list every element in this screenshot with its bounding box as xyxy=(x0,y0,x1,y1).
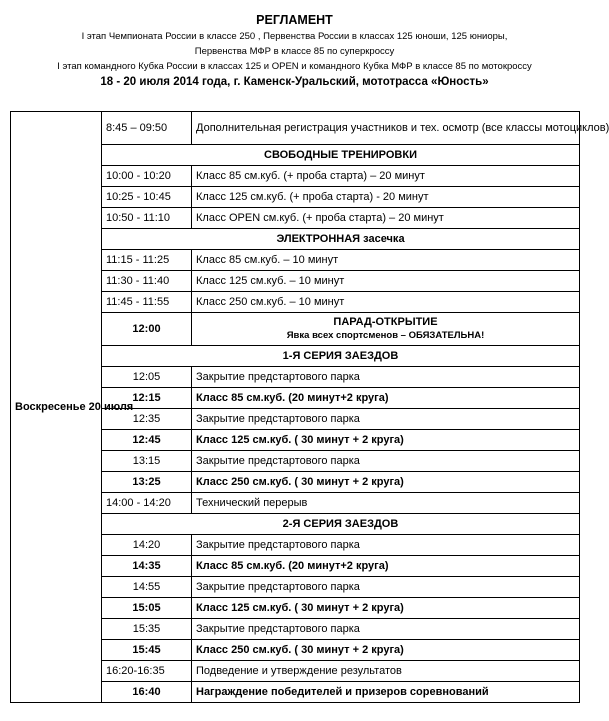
row-description: Класс 85 см.куб. (+ проба старта) – 20 минут xyxy=(192,166,580,187)
row-time: 12:05 xyxy=(102,367,192,388)
schedule-row xyxy=(11,112,580,145)
row-description: Класс 125 см.куб. (+ проба старта) - 20 минут xyxy=(192,187,580,208)
row-time: 15:35 xyxy=(102,619,192,640)
row-time: 14:00 - 14:20 xyxy=(102,493,192,514)
row-description: Класс 250 см.куб. – 10 минут xyxy=(192,292,580,313)
document-title: РЕГЛАМЕНТ xyxy=(256,13,333,27)
row-time: 12:45 xyxy=(102,430,192,451)
header-line-3: I этап командного Кубка России в классах 125 и OPEN и командного Кубка МФР в классе 85 по мотокроссу xyxy=(57,61,532,72)
row-time: 14:55 xyxy=(102,577,192,598)
row-description: Класс 85 см.куб. – 10 минут xyxy=(192,250,580,271)
row-time: 11:45 - 11:55 xyxy=(102,292,192,313)
document-header xyxy=(0,12,589,90)
row-time: 13:25 xyxy=(102,472,192,493)
row-description: Закрытие предстартового парка xyxy=(192,535,580,556)
row-time: 16:20-16:35 xyxy=(102,661,192,682)
row-time: 8:45 – 09:50 xyxy=(102,112,192,145)
row-time: 10:50 - 11:10 xyxy=(102,208,192,229)
row-description: Класс 125 см.куб. – 10 минут xyxy=(192,271,580,292)
row-time: 16:40 xyxy=(102,682,192,703)
parade-cell xyxy=(192,313,580,346)
row-time: 12:15 xyxy=(102,388,192,409)
parade-title: ПАРАД-ОТКРЫТИЕ xyxy=(333,316,438,328)
row-time: 15:45 xyxy=(102,640,192,661)
row-description: Дополнительная регистрация участников и тех. осмотр (все классы мотоциклов) xyxy=(192,112,580,145)
row-description: Награждение победителей и призеров соревнований xyxy=(192,682,580,703)
header-line-2: Первенства МФР в классе 85 по суперкроссу xyxy=(194,46,395,57)
section-title: 2-Я СЕРИЯ ЗАЕЗДОВ xyxy=(102,514,580,535)
row-time: 15:05 xyxy=(102,598,192,619)
row-description: Класс OPEN см.куб. (+ проба старта) – 20 минут xyxy=(192,208,580,229)
row-description: Класс 125 см.куб. ( 30 минут + 2 круга) xyxy=(192,598,580,619)
row-time: 11:30 - 11:40 xyxy=(102,271,192,292)
row-description: Закрытие предстартового парка xyxy=(192,577,580,598)
section-title: 1-Я СЕРИЯ ЗАЕЗДОВ xyxy=(102,346,580,367)
row-time: 13:15 xyxy=(102,451,192,472)
row-time: 10:00 - 10:20 xyxy=(102,166,192,187)
row-time: 14:35 xyxy=(102,556,192,577)
parade-subtitle: Явка всех спортсменов – ОБЯЗАТЕЛЬНА! xyxy=(286,330,485,341)
row-description: Закрытие предстартового парка xyxy=(192,409,580,430)
row-time: 10:25 - 10:45 xyxy=(102,187,192,208)
row-time: 12:35 xyxy=(102,409,192,430)
row-description: Класс 125 см.куб. ( 30 минут + 2 круга) xyxy=(192,430,580,451)
row-description: Закрытие предстартового парка xyxy=(192,367,580,388)
row-description: Закрытие предстартового парка xyxy=(192,451,580,472)
header-line-1: I этап Чемпионата России в классе 250 , Первенства России в классах 125 юноши, 125 юниоры, xyxy=(81,31,508,42)
section-title: СВОБОДНЫЕ ТРЕНИРОВКИ xyxy=(102,145,580,166)
schedule-table xyxy=(10,111,609,703)
row-time: 14:20 xyxy=(102,535,192,556)
parade-time: 12:00 xyxy=(102,313,192,346)
row-description: Класс 85 см.куб. (20 минут+2 круга) xyxy=(192,388,580,409)
row-description: Подведение и утверждение результатов xyxy=(192,661,580,682)
event-date-location: 18 - 20 июля 2014 года, г. Каменск-Уральский, мототрасса «Юность» xyxy=(100,76,489,88)
row-description: Закрытие предстартового парка xyxy=(192,619,580,640)
row-description: Класс 85 см.куб. (20 минут+2 круга) xyxy=(192,556,580,577)
row-description: Класс 250 см.куб. ( 30 минут + 2 круга) xyxy=(192,640,580,661)
section-title: ЭЛЕКТРОННАЯ засечка xyxy=(102,229,580,250)
row-description: Класс 250 см.куб. ( 30 минут + 2 круга) xyxy=(192,472,580,493)
row-description: Технический перерыв xyxy=(192,493,580,514)
row-time: 11:15 - 11:25 xyxy=(102,250,192,271)
day-label: Воскресенье 20 июля xyxy=(11,112,102,703)
